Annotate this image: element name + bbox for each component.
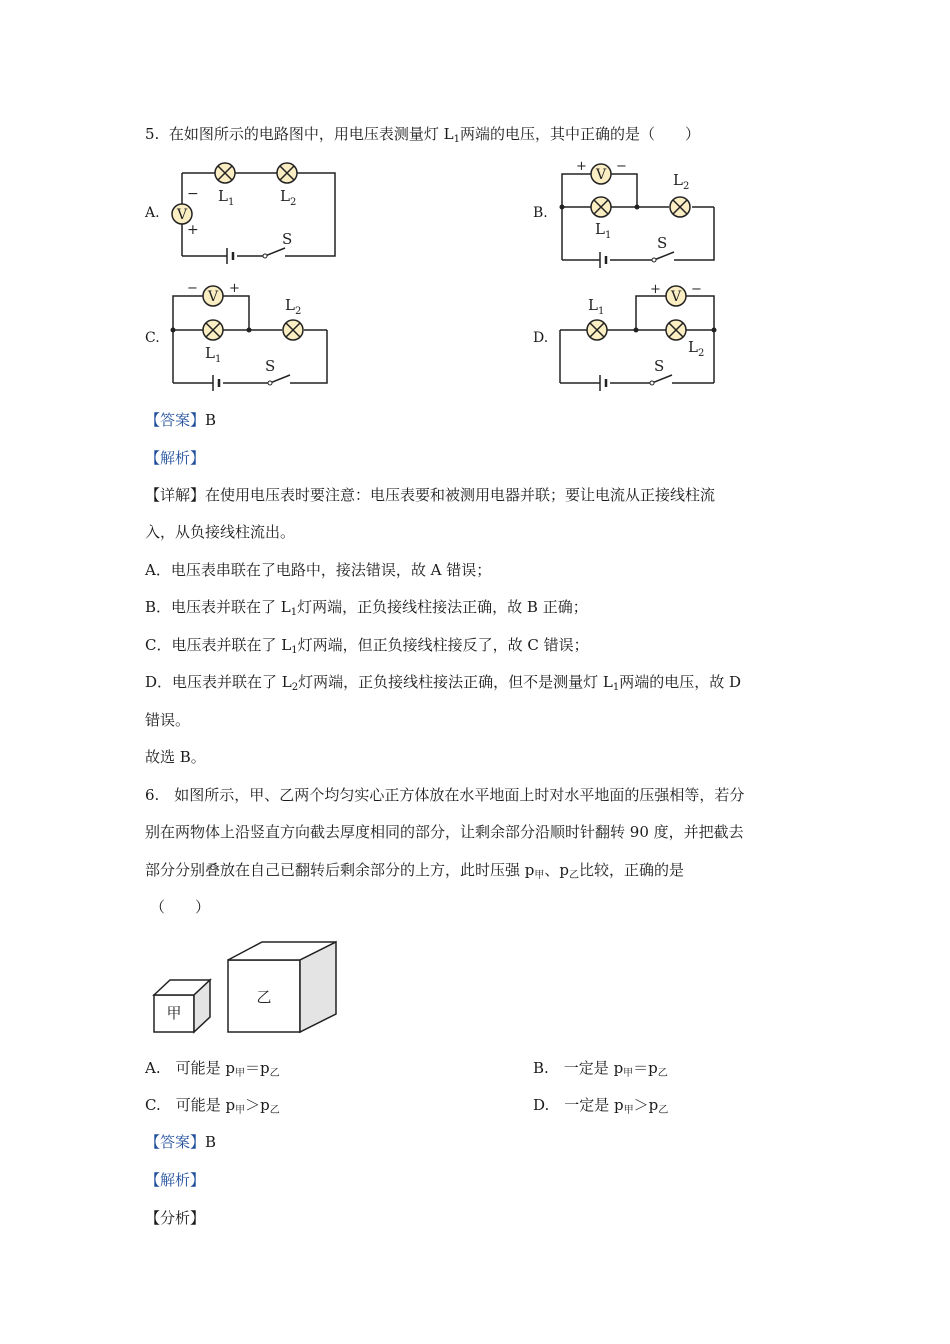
q6-analysis-tag: 【解析】 bbox=[145, 1171, 206, 1189]
svg-text:S: S bbox=[265, 357, 276, 375]
svg-text:L1: $L_1$ bbox=[588, 296, 605, 317]
svg-text:−: − bbox=[691, 282, 702, 297]
voltmeter-icon bbox=[172, 204, 192, 224]
q5-explain-c: C．电压表并联在了 $L_1$灯两端，但正负接线柱接反了，故 C 错误； bbox=[145, 636, 589, 656]
lamp-icon bbox=[283, 320, 303, 340]
voltmeter-icon bbox=[666, 286, 686, 306]
lamp-icon bbox=[666, 320, 686, 340]
lamp-icon bbox=[670, 197, 690, 217]
q6-stem-line-1: 6. 如图所示，甲、乙两个均匀实心正方体放在水平地面上时对水平地面的压强相等，若分 bbox=[145, 786, 745, 804]
lamp-icon bbox=[591, 197, 611, 217]
svg-text:+: + bbox=[187, 222, 199, 238]
circuit-d-diagram bbox=[552, 278, 752, 398]
svg-text:V: V bbox=[595, 167, 607, 183]
svg-text:S: S bbox=[654, 357, 665, 375]
lamp-icon bbox=[587, 320, 607, 340]
q6-bracket: （ ） bbox=[150, 898, 211, 916]
q5-explain-d-cont: 错误。 bbox=[145, 711, 191, 729]
svg-text:S: S bbox=[657, 234, 668, 252]
svg-text:−: − bbox=[616, 159, 627, 174]
svg-text:L1: $L_1$ bbox=[595, 220, 612, 241]
circuit-b-diagram bbox=[552, 152, 752, 272]
q5-analysis-tag: 【解析】 bbox=[145, 449, 206, 467]
q5-explain-d: D．电压表并联在了 $L_2$灯两端，正负接线柱接法正确，但不是测量灯 $L_1$两端的电压，故 D bbox=[145, 673, 742, 693]
voltmeter-icon bbox=[591, 164, 611, 184]
svg-text:L1: $L_1$ bbox=[218, 187, 235, 208]
lamp-icon bbox=[215, 163, 235, 183]
svg-text:+: + bbox=[229, 281, 240, 296]
q5-answer: 【答案】B bbox=[145, 411, 217, 429]
q5-explain-b: B．电压表并联在了 $L_1$灯两端，正负接线柱接法正确，故 B 正确； bbox=[145, 598, 588, 618]
cubes-figure bbox=[150, 938, 350, 1038]
svg-text:V: V bbox=[176, 207, 188, 223]
q5-conclusion: 故选 B。 bbox=[145, 748, 206, 766]
cube-yi bbox=[228, 942, 336, 1032]
q5-stem: 5. 在如图所示的电路图中，用电压表测量灯 $L_1$两端的电压，其中正确的是（ ） bbox=[145, 125, 700, 145]
svg-text:V: V bbox=[207, 289, 219, 305]
q6-stem-line-3: 部分分别叠放在自己已翻转后剩余部分的上方，此时压强 $p_甲$、$p_乙$比较，正确的是 bbox=[145, 861, 684, 881]
q6-answer: 【答案】B bbox=[145, 1133, 217, 1151]
svg-text:−: − bbox=[187, 186, 199, 202]
svg-text:V: V bbox=[670, 289, 682, 305]
svg-text:S: S bbox=[282, 230, 293, 248]
cube-jia bbox=[154, 980, 210, 1032]
voltmeter-icon bbox=[203, 286, 223, 306]
q5-explain-a: A．电压表串联在了电路中，接法错误，故 A 错误； bbox=[145, 561, 492, 579]
svg-text:−: − bbox=[187, 281, 198, 296]
q6-fenxi-tag: 【分析】 bbox=[145, 1209, 206, 1227]
svg-text:+: + bbox=[576, 159, 587, 174]
option-b: B. 一定是 $p_甲=p_乙$ bbox=[533, 1059, 668, 1079]
svg-text:L2: $L_2$ bbox=[688, 338, 705, 359]
svg-text:乙: 乙 bbox=[256, 988, 272, 1006]
circuit-a-diagram bbox=[165, 158, 365, 268]
circuit-c-diagram bbox=[165, 278, 365, 398]
svg-text:甲: 甲 bbox=[166, 1004, 182, 1022]
option-a: A. 可能是 $p_甲=p_乙$ bbox=[145, 1059, 280, 1079]
svg-text:L1: $L_1$ bbox=[205, 344, 222, 365]
svg-text:+: + bbox=[650, 282, 661, 297]
q5-detail-line-1: 【详解】在使用电压表时要注意：电压表要和被测用电器并联；要让电流从正接线柱流 bbox=[145, 486, 716, 504]
option-d: D. 一定是 $p_甲>p_乙$ bbox=[533, 1096, 669, 1116]
q6-stem-line-2: 别在两物体上沿竖直方向截去厚度相同的部分，让剩余部分沿顺时针翻转 90 度，并把截去 bbox=[145, 823, 744, 841]
lamp-icon bbox=[277, 163, 297, 183]
lamp-icon bbox=[203, 320, 223, 340]
svg-text:L2: $L_2$ bbox=[280, 187, 297, 208]
q5-detail-line-2: 入，从负接线柱流出。 bbox=[145, 523, 296, 541]
svg-text:L2: $L_2$ bbox=[673, 171, 690, 192]
option-c: C. 可能是 $p_甲>p_乙$ bbox=[145, 1096, 280, 1116]
svg-text:L2: $L_2$ bbox=[285, 296, 302, 317]
